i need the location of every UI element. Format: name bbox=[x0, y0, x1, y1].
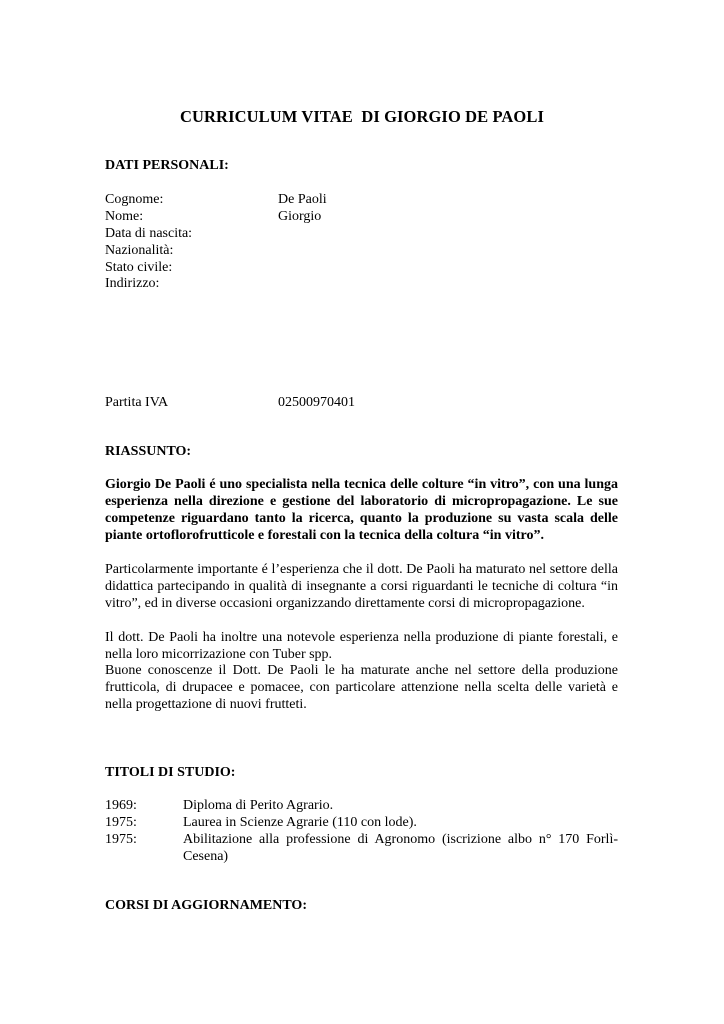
education-heading: TITOLI DI STUDIO: bbox=[105, 765, 236, 780]
field-value: 02500970401 bbox=[278, 395, 355, 410]
field-label: Cognome: bbox=[105, 192, 164, 207]
field-address bbox=[105, 276, 625, 293]
field-name bbox=[105, 209, 625, 226]
field-label: Partita IVA bbox=[105, 395, 169, 410]
personal-data-heading: DATI PERSONALI: bbox=[105, 158, 229, 173]
field-value: De Paoli bbox=[278, 192, 327, 207]
summary-paragraph: Il dott. De Paoli ha inoltre una notevole esperienza nella produzione di piante forestali, e nella loro micorrizazione con Tuber spp. bbox=[105, 630, 618, 662]
field-label: Data di nascita: bbox=[105, 226, 193, 241]
field-label: Indirizzo: bbox=[105, 276, 160, 291]
summary-paragraph: Particolarmente importante é l’esperienza che il dott. De Paoli ha maturato nel settore della didattica partecipando in qualità di insegnante a corsi riguardanti le tecniche di coltura “in vitro”, ed in diverse occasioni organizzando direttamente corsi di micropropagazione. bbox=[105, 562, 618, 611]
summary-bold-paragraph: Giorgio De Paoli é uno specialista nella tecnica delle colture “in vitro”, con una lunga esperienza nella direzione e gestione del laboratorio di micropropagazione. Le sue competenze riguardano tanto la ricerca, quanto la produzione su vasta scala delle piante ortoflorofrutticole e forestali con la tecnica della coltura “in vitro”. bbox=[105, 477, 618, 543]
field-label: Nome: bbox=[105, 209, 144, 224]
field-birth-date bbox=[105, 226, 625, 243]
education-year: 1969: bbox=[105, 798, 137, 813]
field-vat bbox=[105, 395, 625, 412]
field-nationality bbox=[105, 243, 625, 260]
courses-heading: CORSI DI AGGIORNAMENTO: bbox=[105, 898, 307, 913]
education-text: Diploma di Perito Agrario. bbox=[183, 798, 334, 813]
field-marital-status bbox=[105, 260, 625, 277]
document-title: CURRICULUM VITAE DI GIORGIO DE PAOLI bbox=[180, 107, 544, 126]
education-year: 1975: bbox=[105, 832, 137, 847]
summary-heading: RIASSUNTO: bbox=[105, 444, 192, 459]
field-value: Giorgio bbox=[278, 209, 322, 224]
education-text: Laurea in Scienze Agrarie (110 con lode). bbox=[183, 815, 417, 830]
field-label: Stato civile: bbox=[105, 260, 173, 275]
field-label: Nazionalità: bbox=[105, 243, 174, 258]
education-year: 1975: bbox=[105, 815, 137, 830]
field-surname bbox=[105, 192, 625, 209]
summary-paragraph: Buone conoscenze il Dott. De Paoli le ha maturate anche nel settore della produzione frutticola, di drupacee e pomacee, con particolare attenzione nella scelta delle varietà e nella progettazione di nuovi frutteti. bbox=[105, 663, 618, 712]
education-text: Abilitazione alla professione di Agronomo (iscrizione albo n° 170 Forlì-Cesena) bbox=[183, 832, 618, 864]
